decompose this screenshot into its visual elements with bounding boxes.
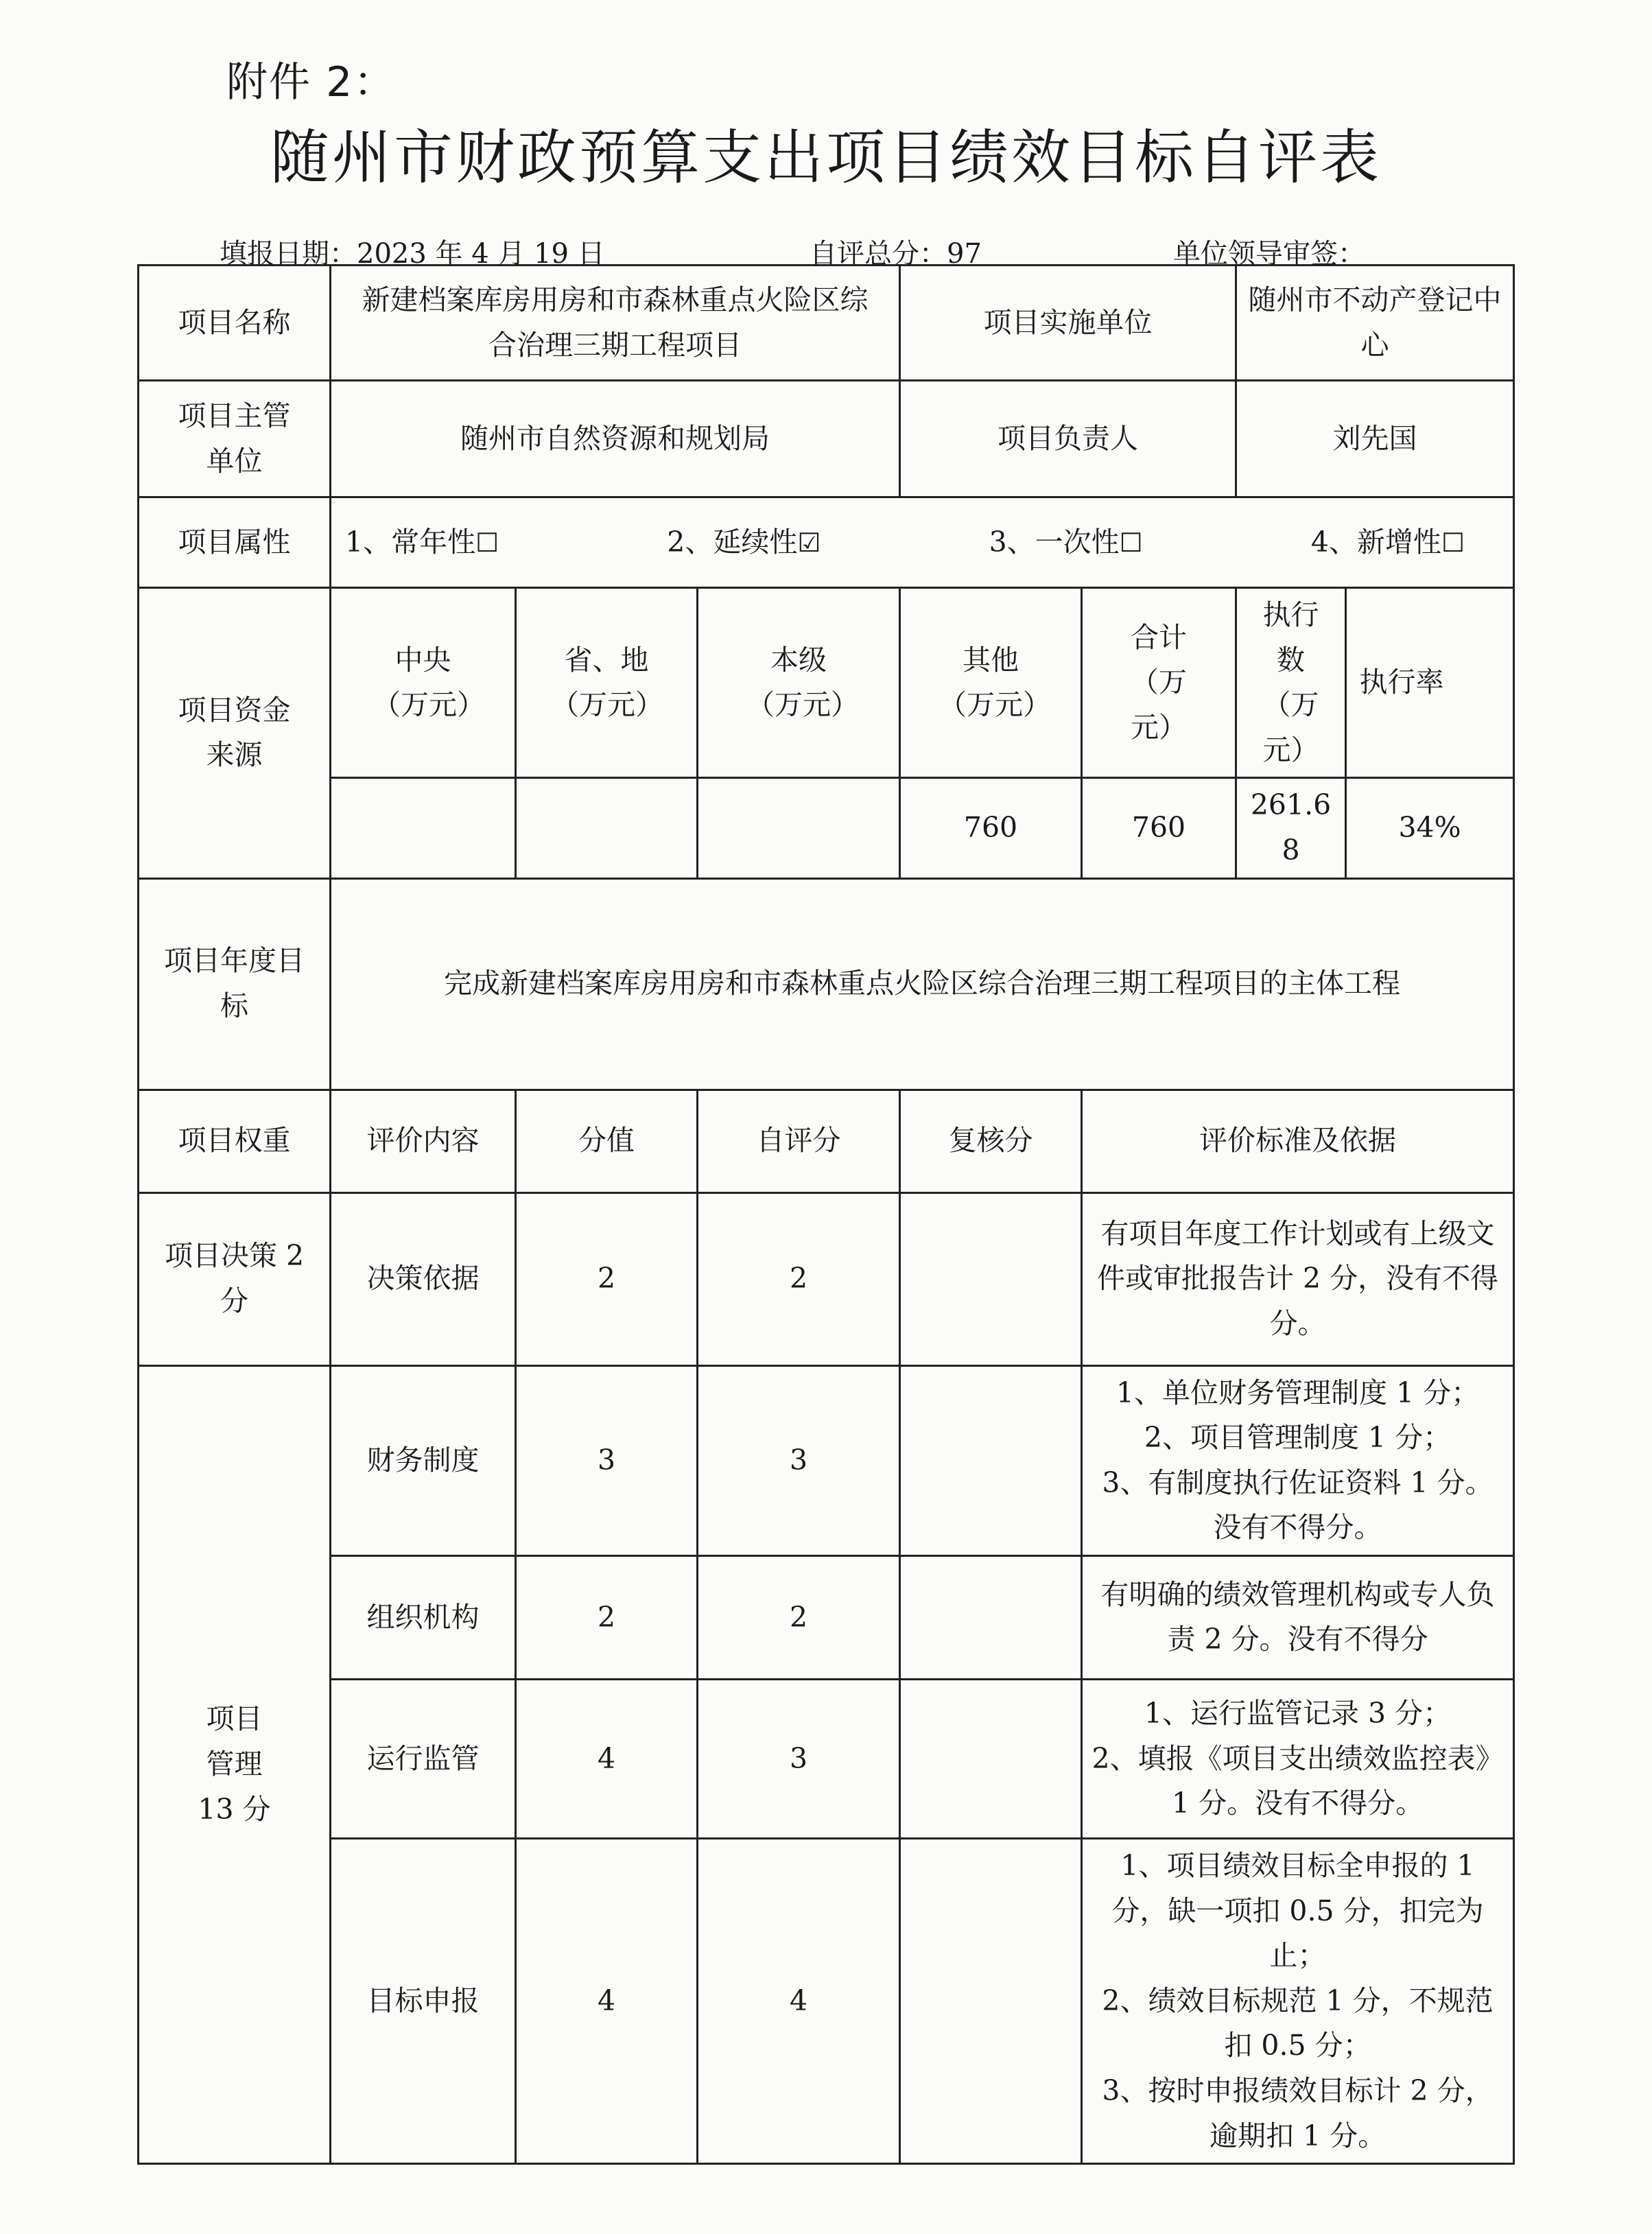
impl-unit-value: 随州市不动产登记中心	[1236, 266, 1514, 381]
funding-other: 760	[900, 778, 1082, 878]
eval-criteria	[1082, 1679, 1514, 1838]
impl-unit-label: 项目实施单位	[900, 266, 1236, 381]
eval-header-row	[139, 1090, 1514, 1192]
eval-content: 财务制度	[331, 1365, 516, 1555]
criteria-line: 1、运行监管记录 3 分；	[1144, 1697, 1452, 1730]
attachment-label: 附件 2：	[226, 58, 397, 106]
eval-row-decision-basis	[139, 1192, 1514, 1365]
manager-label: 项目负责人	[900, 381, 1236, 497]
criteria-line: 有明确的绩效管理机构或专人负责 2 分。没有不得分	[1100, 1577, 1495, 1656]
supervisor-value: 随州市自然资源和规划局	[331, 381, 900, 497]
funding-value-row	[139, 778, 1514, 878]
funding-province	[516, 778, 698, 878]
criteria-line: 2、项目管理制度 1 分；	[1144, 1421, 1452, 1455]
eval-content: 运行监管	[331, 1679, 516, 1838]
criteria-line: 有项目年度工作计划或有上级文件或审批报告计 2 分，没有不得分。	[1096, 1216, 1499, 1340]
funding-header-row	[139, 588, 1514, 778]
eval-row-target-declaration	[139, 1838, 1514, 2163]
project-name-label: 项目名称	[139, 266, 331, 381]
attribute-option	[1311, 520, 1465, 565]
checkbox-icon: ☐	[1441, 527, 1465, 558]
criteria-line: 3、有制度执行佐证资料 1 分。没有不得分。	[1102, 1466, 1494, 1544]
criteria-line: 1、单位财务管理制度 1 分；	[1116, 1376, 1480, 1409]
eval-weight-management: 项目管理 13 分	[139, 1365, 331, 2164]
fill-date: 填报日期：2023 年 4 月 19 日	[220, 238, 605, 270]
eval-header-review: 复核分	[900, 1090, 1082, 1192]
funding-header-local: 本级（万元）	[698, 588, 900, 778]
eval-row-finance-system	[139, 1365, 1514, 1555]
annual-goal-value: 完成新建档案库房用房和市森林重点火险区综合治理三期工程项目的主体工程	[331, 878, 1514, 1090]
checkbox-icon: ☐	[475, 527, 499, 558]
manager-value: 刘先国	[1236, 381, 1514, 497]
funding-local	[698, 778, 900, 878]
eval-score: 2	[516, 1192, 698, 1365]
funding-total: 760	[1082, 778, 1236, 878]
attribute-option-label: 4、新增性	[1310, 525, 1441, 558]
attribute-options	[331, 497, 1514, 588]
eval-criteria	[1082, 1555, 1514, 1679]
funding-header-executed: 执行数（万元）	[1236, 588, 1346, 778]
eval-self-score: 2	[698, 1192, 900, 1365]
eval-content: 目标申报	[331, 1838, 516, 2163]
attribute-label: 项目属性	[139, 497, 331, 588]
leader-signature-label: 单位领导审签：	[1173, 238, 1365, 270]
attribute-option	[667, 520, 821, 565]
eval-header-criteria: 评价标准及依据	[1082, 1090, 1514, 1192]
eval-score: 2	[516, 1555, 698, 1679]
eval-score: 4	[516, 1679, 698, 1838]
eval-score: 3	[516, 1365, 698, 1555]
eval-criteria	[1082, 1192, 1514, 1365]
eval-self-score: 3	[698, 1679, 900, 1838]
attribute-option-label: 2、延续性	[667, 525, 798, 558]
eval-review-score	[900, 1192, 1082, 1365]
funding-header-other: 其他（万元）	[900, 588, 1082, 778]
attribute-option	[345, 520, 499, 565]
funding-header-central: 中央（万元）	[331, 588, 516, 778]
annual-goal-row	[139, 878, 1514, 1090]
eval-content: 决策依据	[331, 1192, 516, 1365]
funding-central	[331, 778, 516, 878]
self-total-score: 自评总分：97	[810, 238, 982, 270]
project-name-row	[139, 266, 1514, 381]
funding-executed: 261.68	[1236, 778, 1346, 878]
eval-review-score	[900, 1838, 1082, 2163]
eval-content: 组织机构	[331, 1555, 516, 1679]
eval-row-operation-supervision	[139, 1679, 1514, 1838]
eval-header-weight: 项目权重	[139, 1090, 331, 1192]
attribute-option-label: 1、常年性	[345, 525, 476, 558]
eval-self-score: 2	[698, 1555, 900, 1679]
eval-criteria	[1082, 1365, 1514, 1555]
attribute-option	[989, 520, 1143, 565]
eval-self-score: 4	[698, 1838, 900, 2163]
funding-label: 项目资金来源	[139, 588, 331, 879]
eval-review-score	[900, 1555, 1082, 1679]
criteria-line: 1、项目绩效目标全申报的 1 分，缺一项扣 0.5 分，扣完为止；	[1111, 1848, 1484, 1973]
supervisor-label: 项目主管单位	[139, 381, 331, 497]
funding-rate: 34%	[1346, 778, 1514, 878]
eval-review-score	[900, 1365, 1082, 1555]
criteria-line: 3、按时申报绩效目标计 2 分，逾期扣 1 分。	[1102, 2073, 1494, 2152]
checkbox-icon: ☐	[1119, 527, 1143, 558]
eval-score: 4	[516, 1838, 698, 2163]
eval-weight-decision: 项目决策 2 分	[139, 1192, 331, 1365]
page-title: 随州市财政预算支出项目绩效目标自评表	[270, 124, 1382, 192]
funding-header-province: 省、地（万元）	[516, 588, 698, 778]
eval-review-score	[900, 1679, 1082, 1838]
funding-header-rate: 执行率	[1346, 588, 1514, 778]
criteria-line: 2、绩效目标规范 1 分，不规范扣 0.5 分；	[1102, 1984, 1494, 2062]
eval-criteria	[1082, 1838, 1514, 2163]
eval-header-score: 分值	[516, 1090, 698, 1192]
evaluation-form-table	[137, 264, 1515, 2165]
checked-box-icon: ☑	[797, 527, 821, 558]
criteria-line: 2、填报《项目支出绩效监控表》1 分。没有不得分。	[1092, 1741, 1504, 1820]
eval-header-self: 自评分	[698, 1090, 900, 1192]
annual-goal-label: 项目年度目标	[139, 878, 331, 1090]
attribute-row	[139, 497, 1514, 588]
project-name-value: 新建档案库房用房和市森林重点火险区综合治理三期工程项目	[331, 266, 900, 381]
eval-self-score: 3	[698, 1365, 900, 1555]
supervisor-row	[139, 381, 1514, 497]
eval-header-content: 评价内容	[331, 1090, 516, 1192]
eval-row-organization	[139, 1555, 1514, 1679]
funding-header-total: 合计（万元）	[1082, 588, 1236, 778]
attribute-option-label: 3、一次性	[989, 525, 1120, 558]
